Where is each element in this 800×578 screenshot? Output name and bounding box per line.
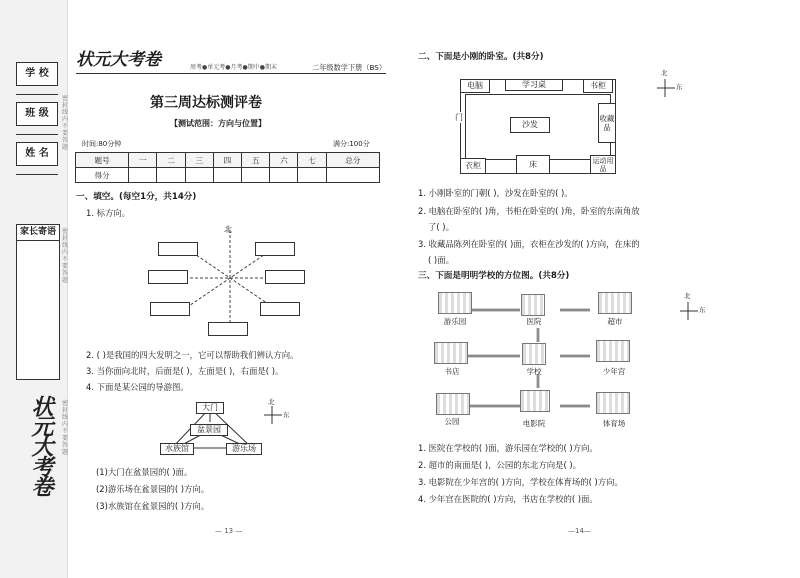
page-number-left: — 13 — (215, 527, 243, 535)
compass-east: 东 (676, 83, 683, 91)
cinema-icon (520, 390, 550, 412)
bedroom-question-2: 2. 电脑在卧室的( )角，书柜在卧室的( )角，卧室的东南角放 (418, 206, 640, 216)
question-4-1: (1)大门在盆景园的( )面。 (96, 467, 193, 477)
room-sofa: 沙发 (510, 117, 550, 133)
score-input-cell[interactable] (326, 168, 379, 183)
direction-answer-box[interactable] (148, 270, 188, 284)
page-title: 第三周达标测评卷 (150, 95, 262, 111)
time-limit: 时间:80分钟 (82, 140, 122, 148)
place-school: 学校 (526, 367, 542, 376)
room-sports: 运动用品 (590, 155, 616, 174)
question-4-2: (2)游乐场在盆景园的( )方向。 (96, 484, 210, 494)
bedroom-question-1: 1. 小刚卧室的门朝( )，沙发在卧室的( )。 (418, 188, 573, 198)
compass-north: 北 (661, 69, 668, 77)
park-bonsai-garden: 盆景园 (190, 424, 228, 436)
exam-type-tags: 周考●单元考●月考●期中●期末 (190, 64, 277, 71)
room-computer: 电脑 (460, 79, 490, 93)
room-bed: 床 (516, 155, 550, 174)
question-4-3: (3)水族馆在盆景园的( )方向。 (96, 501, 210, 511)
score-header-cell: 七 (298, 153, 326, 168)
place-hospital: 医院 (526, 317, 542, 326)
amusement-park-icon (438, 292, 472, 314)
parent-comment-box (16, 224, 60, 380)
map-question-3: 3. 电影院在少年宫的( )方向，学校在体育场的( )方向。 (418, 477, 623, 487)
full-score: 满分:100分 (333, 140, 370, 148)
room-collection: 收藏品 (598, 103, 616, 143)
grade-label: 二年级数学下册（BS） (312, 63, 387, 72)
question-4: 4. 下面是某公园的导游图。 (86, 382, 189, 392)
school-icon (522, 343, 546, 365)
score-header-cell: 五 (242, 153, 270, 168)
score-input-cell[interactable] (129, 168, 157, 183)
bedroom-question-3: 3. 收藏品陈列在卧室的( )面，衣柜在沙发的( )方向，在床的 (418, 239, 640, 249)
hospital-icon (521, 294, 545, 316)
compass-north: 北 (684, 292, 691, 300)
room-wardrobe: 衣柜 (460, 158, 486, 174)
supermarket-icon (598, 292, 632, 314)
compass-north: 北 (268, 398, 275, 406)
score-input-cell[interactable] (242, 168, 270, 183)
seal-text: 密封线内不要答题 (62, 95, 69, 151)
compass-east: 东 (283, 411, 290, 419)
score-table (75, 152, 380, 183)
park-icon (436, 393, 470, 415)
question-3: 3. 当你面向北时，后面是( )，左面是( )，右面是( )。 (86, 366, 284, 376)
question-2: 2. ( )是我国的四大发明之一，它可以帮助我们辨认方向。 (86, 350, 299, 360)
park-aquarium: 水族馆 (160, 443, 194, 455)
direction-answer-box[interactable] (260, 302, 300, 316)
test-scope: 【测试范围：方向与位置】 (170, 119, 266, 128)
place-amusement-park: 游乐园 (443, 317, 467, 326)
bookstore-icon (434, 342, 468, 364)
score-label-cell: 得分 (76, 168, 129, 183)
map-question-4: 4. 少年宫在医院的( )方向，书店在学校的( )面。 (418, 494, 598, 504)
binding-sidebar (0, 0, 68, 578)
class-label: 班 级 (16, 102, 58, 126)
score-header-cell: 总分 (326, 153, 379, 168)
map-question-2: 2. 超市的南面是( )，公园的东北方向是( )。 (418, 460, 582, 470)
seal-text: 密封线内不要答题 (62, 228, 69, 284)
table-row (76, 153, 380, 168)
parent-comment-label: 家长寄语 (17, 225, 59, 241)
direction-answer-box[interactable] (265, 270, 305, 284)
score-header-cell: 三 (185, 153, 213, 168)
class-line (16, 134, 58, 135)
school-label: 学 校 (16, 62, 58, 86)
seal-text: 密封线内不要答题 (62, 400, 69, 456)
place-youth-palace: 少年宫 (602, 367, 626, 376)
youth-palace-icon (596, 340, 630, 362)
map-question-1: 1. 医院在学校的( )面，游乐园在学校的( )方向。 (418, 443, 598, 453)
direction-answer-box[interactable] (255, 242, 295, 256)
page-number-right: —14— (568, 527, 591, 535)
section-1-title: 一、填空。(每空1分，共14分) (76, 192, 197, 202)
score-header-cell: 二 (157, 153, 185, 168)
score-header-cell: 题号 (76, 153, 129, 168)
question-1: 1. 标方向。 (86, 208, 131, 218)
brand-logo: 状元大考卷 (76, 50, 161, 70)
school-line (16, 94, 58, 95)
stadium-icon (596, 392, 630, 414)
score-header-cell: 四 (213, 153, 241, 168)
header-rule (76, 73, 386, 74)
park-gate: 大门 (196, 402, 224, 414)
north-label: 北 (224, 225, 232, 234)
score-input-cell[interactable] (270, 168, 298, 183)
direction-answer-box[interactable] (150, 302, 190, 316)
compass-east: 东 (699, 306, 706, 314)
place-bookstore: 书店 (444, 367, 460, 376)
place-park: 公园 (444, 417, 460, 426)
brand-logo-vertical: 状元大考卷 (28, 395, 53, 495)
name-label: 姓 名 (16, 142, 58, 166)
room-door: 门 (455, 113, 463, 122)
place-stadium: 体育场 (602, 419, 626, 428)
section-2-title: 二、下面是小刚的卧室。(共8分) (418, 52, 544, 62)
room-desk: 学习桌 (505, 79, 563, 91)
score-header-cell: 六 (270, 153, 298, 168)
name-line (16, 174, 58, 175)
place-cinema: 电影院 (522, 419, 546, 428)
direction-answer-box[interactable] (208, 322, 248, 336)
room-bookcase: 书柜 (583, 79, 613, 93)
score-header-cell: 一 (129, 153, 157, 168)
place-supermarket: 超市 (607, 317, 623, 326)
bedroom-question-2-cont: 了( )。 (428, 222, 454, 232)
park-playground: 游乐场 (226, 443, 262, 455)
score-input-cell[interactable] (185, 168, 213, 183)
score-input-cell[interactable] (157, 168, 185, 183)
table-row (76, 168, 380, 183)
bedroom-question-3-cont: ( )面。 (428, 255, 454, 265)
section-3-title: 三、下面是明明学校的方位图。(共8分) (418, 271, 570, 281)
score-input-cell[interactable] (213, 168, 241, 183)
direction-answer-box[interactable] (158, 242, 198, 256)
score-input-cell[interactable] (298, 168, 326, 183)
